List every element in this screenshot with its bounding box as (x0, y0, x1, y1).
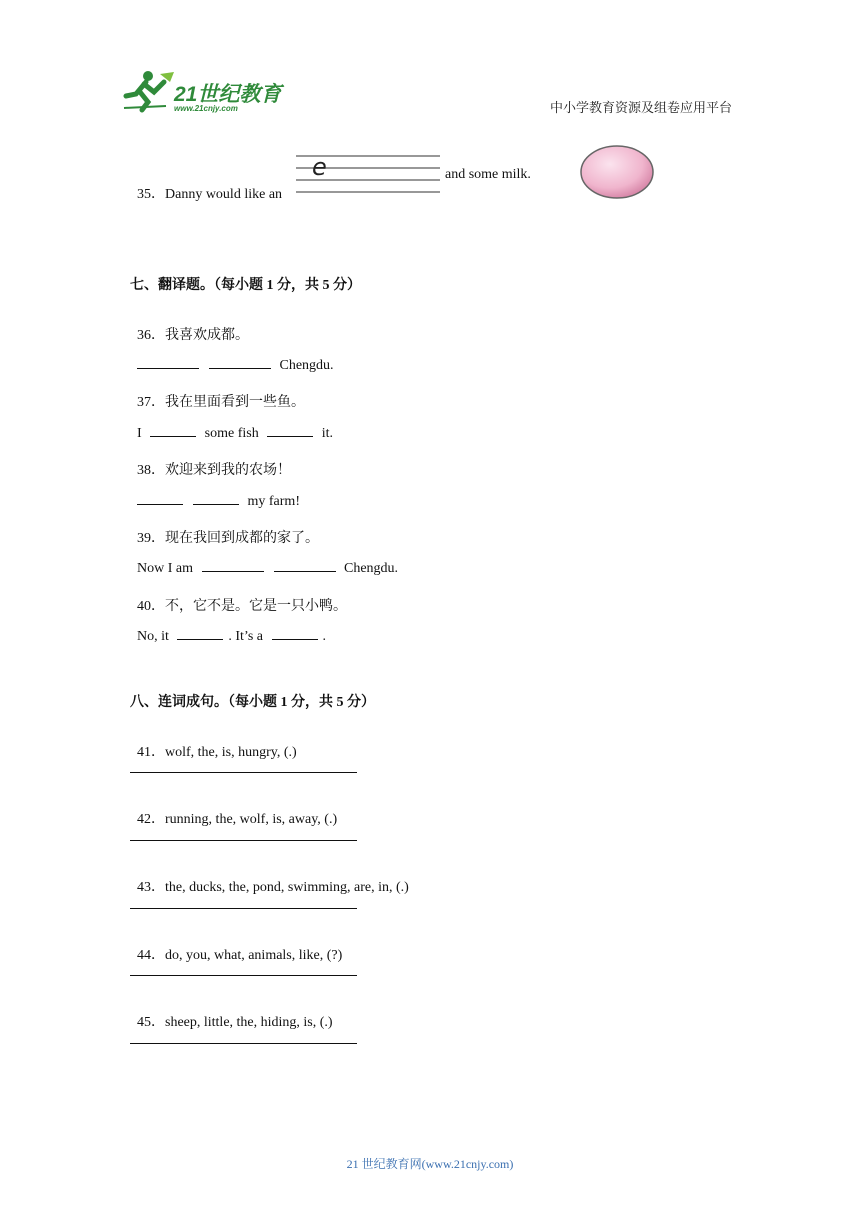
scrambled-words: do, you, what, animals, like, (?) (165, 948, 343, 963)
answer-text: . (322, 629, 326, 644)
question-number: 37． (137, 395, 165, 410)
answer-blank[interactable] (202, 570, 264, 572)
scrambled-words: sheep, little, the, hiding, is, (.) (165, 1015, 333, 1030)
question-41 (130, 725, 297, 761)
answer-blank[interactable] (272, 638, 318, 640)
logo-url: www.21cnjy.com (174, 104, 238, 113)
answer-text: my farm! (247, 494, 300, 509)
answer-text: Now I am (137, 561, 193, 576)
answer-blank[interactable] (267, 435, 313, 437)
given-letter: e (312, 153, 327, 181)
question-number: 40． (137, 599, 165, 614)
egg-picture (578, 143, 656, 201)
page-footer: 21 世纪教育网(www.21cnjy.com) (346, 1157, 514, 1171)
answer-text: it. (321, 426, 334, 441)
chinese-sentence: 我在里面看到一些鱼。 (165, 395, 305, 410)
answer-line[interactable] (130, 840, 357, 841)
four-line-writing-grid[interactable] (296, 155, 440, 195)
answer-40 (130, 613, 326, 645)
section-7-heading: 七、翻译题。（每小题 1 分，共 5 分） (130, 278, 361, 293)
question-39 (130, 511, 319, 547)
platform-name: 中小学教育资源及组卷应用平台 (550, 100, 733, 115)
question-number: 42． (137, 812, 165, 827)
answer-blank[interactable] (150, 435, 196, 437)
answer-line[interactable] (130, 908, 357, 909)
question-35 (130, 167, 282, 203)
question-38 (130, 443, 291, 479)
answer-text: . It’s a (228, 629, 263, 644)
chinese-sentence: 现在我回到成都的家了。 (165, 531, 319, 546)
question-37 (130, 375, 305, 411)
question-number: 41． (137, 745, 165, 760)
section-8-heading: 八、连词成句。（每小题 1 分，共 5 分） (130, 695, 375, 710)
answer-text: Chengdu. (279, 358, 334, 373)
question-number: 39． (137, 531, 165, 546)
scrambled-words: the, ducks, the, pond, swimming, are, in, (.) (165, 880, 409, 895)
question-number: 43． (137, 880, 165, 895)
chinese-sentence: 我喜欢成都。 (165, 328, 249, 343)
answer-37 (130, 410, 333, 442)
chinese-sentence: 欢迎来到我的农场！ (165, 463, 291, 478)
answer-38 (130, 478, 300, 510)
egg-icon (578, 143, 656, 201)
question-text-after: and some milk. (445, 167, 531, 182)
question-42 (130, 792, 337, 828)
answer-text: I (137, 426, 142, 441)
answer-line[interactable] (130, 772, 357, 773)
question-44 (130, 928, 342, 964)
answer-text: Chengdu. (344, 561, 399, 576)
question-text-before: Danny would like an (165, 187, 283, 202)
answer-blank[interactable] (209, 367, 271, 369)
question-36 (130, 308, 249, 344)
question-number: 38． (137, 463, 165, 478)
question-45 (130, 995, 333, 1031)
answer-text: some fish (204, 426, 259, 441)
question-number: 35． (137, 187, 165, 202)
question-number: 44． (137, 948, 165, 963)
answer-blank[interactable] (137, 367, 199, 369)
answer-39 (130, 545, 398, 577)
chinese-sentence: 不，它不是。它是一只小鸭。 (165, 599, 347, 614)
question-43 (130, 860, 409, 896)
answer-36 (130, 342, 334, 374)
scrambled-words: running, the, wolf, is, away, (.) (165, 812, 338, 827)
answer-blank[interactable] (177, 638, 223, 640)
answer-line[interactable] (130, 1043, 357, 1044)
question-number: 36． (137, 328, 165, 343)
answer-text: No, it (137, 629, 169, 644)
answer-blank[interactable] (274, 570, 336, 572)
answer-blank[interactable] (193, 503, 239, 505)
answer-blank[interactable] (137, 503, 183, 505)
answer-line[interactable] (130, 975, 357, 976)
scrambled-words: wolf, the, is, hungry, (.) (165, 745, 297, 760)
question-number: 45． (137, 1015, 165, 1030)
question-40 (130, 579, 347, 615)
logo-title: 21世纪教育 (174, 83, 282, 106)
